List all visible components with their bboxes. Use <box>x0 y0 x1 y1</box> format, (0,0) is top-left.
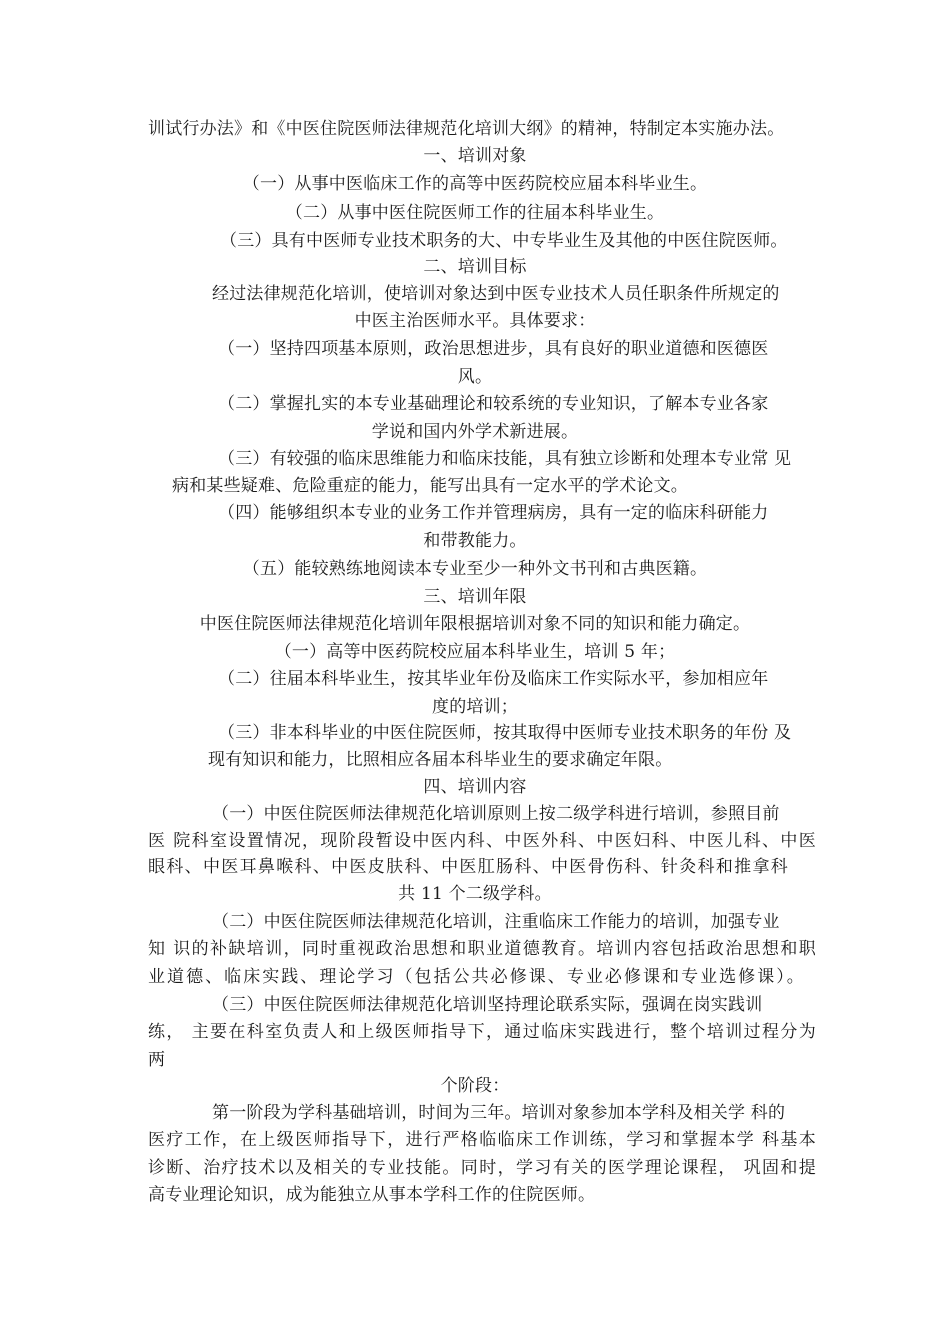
text-line: （一）高等中医药院校应届本科毕业生，培训 5 年； <box>274 642 676 662</box>
text-line: （三）有较强的临床思维能力和临床技能，具有独立诊断和处理本专业常 见 <box>218 449 792 469</box>
text-line: 诊断、治疗技术以及相关的专业技能。同时，学习有关的医学理论课程， 巩固和提 <box>148 1158 816 1178</box>
text-line: 中医主治医师水平。具体要求： <box>354 311 596 331</box>
text-line: 和带教能力。 <box>423 531 527 551</box>
text-line: 度的培训； <box>432 697 518 717</box>
section-heading: 一、培训对象 <box>423 146 527 166</box>
text-line: 训试行办法》和《中医住院医师法律规范化培训大纲》的精神，特制定本实施办法。 <box>148 119 785 139</box>
text-line: （一）中医住院医师法律规范化培训原则上按二级学科进行培训，参照目前 <box>212 804 780 824</box>
text-line: 学说和国内外学术新进展。 <box>371 422 579 442</box>
text-line: （一）从事中医临床工作的高等中医药院校应届本科毕业生。 <box>242 174 708 194</box>
text-line: 病和某些疑难、危险重症的能力，能写出具有一定水平的学术论文。 <box>172 476 688 496</box>
text-line: 高专业理论知识，成为能独立从事本学科工作的住院医师。 <box>148 1185 596 1205</box>
text-line: （三）非本科毕业的中医住院医师，按其取得中医师专业技术职务的年份 及 <box>218 723 792 743</box>
section-heading: 四、培训内容 <box>423 777 527 797</box>
text-line: （四）能够组织本专业的业务工作并管理病房，具有一定的临床科研能力 <box>218 503 769 523</box>
text-line: （三）中医住院医师法律规范化培训坚持理论联系实际，强调在岗实践训 <box>212 995 763 1015</box>
text-line: （五）能较熟练地阅读本专业至少一种外文书刊和古典医籍。 <box>242 559 708 579</box>
text-line: 两 <box>148 1050 166 1070</box>
text-line: （三）具有中医师专业技术职务的大、中专毕业生及其他的中医住院医师。 <box>220 231 788 251</box>
text-line: 风。 <box>457 367 493 387</box>
text-line: （一）坚持四项基本原则，政治思想进步，具有良好的职业道德和医德医 <box>218 339 769 359</box>
text-line: 医疗工作，在上级医师指导下，进行严格临临床工作训练，学习和掌握本学 科基本 <box>148 1130 816 1150</box>
text-line: 眼科、中医耳鼻喉科、中医皮肤科、中医肛肠科、中医骨伤科、针灸科和推拿科 <box>148 857 788 877</box>
section-heading: 二、培训目标 <box>423 257 527 277</box>
text-line: （二）往届本科毕业生，按其毕业年份及临床工作实际水平，参加相应年 <box>218 669 769 689</box>
text-line: 医 院科室设置情况，现阶段暂设中医内科、中医外科、中医妇科、中医儿科、中医 <box>148 831 816 851</box>
text-line: 共 11 个二级学科。 <box>398 884 552 904</box>
text-line: 经过法律规范化培训，使培训对象达到中医专业技术人员任职条件所规定的 <box>212 284 780 304</box>
text-line: （二）掌握扎实的本专业基础理论和较系统的专业知识，了解本专业各家 <box>218 394 769 414</box>
text-line: 个阶段： <box>440 1076 510 1096</box>
text-line: 中医住院医师法律规范化培训年限根据培训对象不同的知识和能力确定。 <box>199 614 751 634</box>
text-line: 现有知识和能力，比照相应各届本科毕业生的要求确定年限。 <box>208 750 673 770</box>
text-line: 练， 主要在科室负责人和上级医师指导下，通过临床实践进行，整个培训过程分为 <box>148 1022 816 1042</box>
text-line: 业道德、临床实践、理论学习（包括公共必修课、专业必修课和专业选修课）。 <box>148 967 804 987</box>
text-line: （二）从事中医住院医师工作的往届本科毕业生。 <box>285 203 665 223</box>
text-line: （二）中医住院医师法律规范化培训，注重临床工作能力的培训，加强专业 <box>212 912 780 932</box>
text-line: 第一阶段为学科基础培训，时间为三年。培训对象参加本学科及相关学 科的 <box>212 1103 786 1123</box>
section-heading: 三、培训年限 <box>423 587 527 607</box>
text-line: 知 识的补缺培训，同时重视政治思想和职业道德教育。培训内容包括政治思想和职 <box>148 939 816 959</box>
